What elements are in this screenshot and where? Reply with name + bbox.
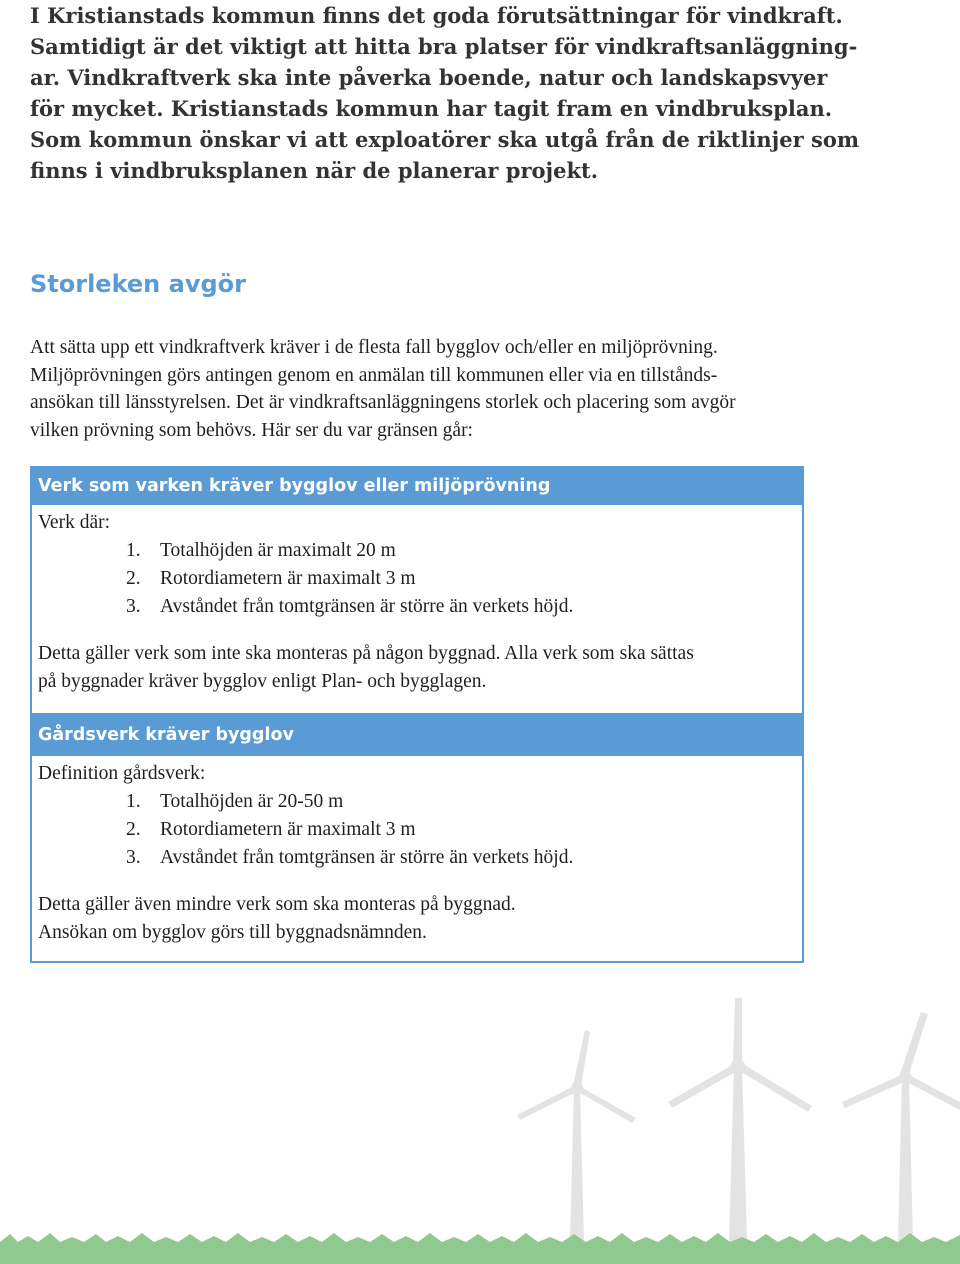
section-title: Storleken avgör [30, 270, 246, 298]
list-item [38, 844, 796, 872]
body-line: Miljöprövningen görs antingen genom en anmälan till kommunen eller via en tillstånds- [30, 364, 718, 386]
body-line: ansökan till länsstyrelsen. Det är vindkraftsanläggningens storlek och placering som avgör [30, 392, 736, 413]
info-box-farm-turbine [30, 713, 804, 963]
box-lead: Definition gårdsverk: [38, 763, 206, 784]
list-item [38, 565, 796, 593]
note-line: Ansökan om bygglov görs till byggnadsnämnden. [38, 922, 427, 943]
box-lead: Verk där: [38, 512, 111, 533]
list-number: 1. [126, 791, 141, 812]
list-text: Avståndet från tomtgränsen är större än verkets höjd. [160, 596, 574, 617]
box-body [32, 756, 802, 947]
list-text: Rotordiametern är maximalt 3 m [160, 819, 416, 840]
wind-turbines-illustration [0, 990, 960, 1264]
list-number: 2. [126, 568, 141, 589]
list-text: Totalhöjden är 20-50 m [160, 791, 344, 812]
wind-turbine-icon [668, 998, 812, 1242]
intro-line: Samtidigt är det viktigt att hitta bra platser för vindkraftsanläggning- [30, 34, 858, 59]
body-line: Att sätta upp ett vindkraftverk kräver i de flesta fall bygglov och/eller en miljöprövning. [30, 337, 718, 358]
wind-turbine-icon [517, 1030, 636, 1240]
info-box-no-permit [30, 466, 804, 714]
list-number: 2. [126, 819, 141, 840]
list-item [38, 788, 796, 816]
list-text: Totalhöjden är maximalt 20 m [160, 540, 396, 561]
section-body [30, 334, 920, 444]
intro-line: finns i vindbruksplanen när de planerar projekt. [30, 158, 599, 183]
list-number: 3. [126, 596, 141, 617]
note-line: Detta gäller verk som inte ska monteras på någon byggnad. Alla verk som ska sättas [38, 643, 694, 664]
list-text: Avståndet från tomtgränsen är större än verkets höjd. [160, 847, 574, 868]
criteria-list [38, 788, 796, 872]
note-line: på byggnader kräver bygglov enligt Plan- och bygglagen. [38, 671, 487, 692]
box-header: Verk som varken kräver bygglov eller miljöprövning [32, 468, 802, 505]
list-number: 3. [126, 847, 141, 868]
grass-strip [0, 1233, 960, 1264]
wind-turbine-icon [842, 1012, 960, 1242]
list-text: Rotordiametern är maximalt 3 m [160, 568, 416, 589]
list-number: 1. [126, 540, 141, 561]
intro-paragraph [30, 0, 940, 186]
box-header: Gårdsverk kräver bygglov [32, 715, 802, 756]
box-note [38, 891, 796, 947]
list-item [38, 537, 796, 565]
intro-line: för mycket. Kristianstads kommun har tagit fram en vindbruksplan. [30, 96, 833, 121]
intro-line: Som kommun önskar vi att exploatörer ska utgå från de riktlinjer som [30, 127, 860, 152]
box-body [32, 505, 802, 696]
intro-line: I Kristianstads kommun finns det goda förutsättningar för vindkraft. [30, 3, 843, 28]
intro-line: ar. Vindkraftverk ska inte påverka boende, natur och landskapsvyer [30, 65, 828, 90]
body-line: vilken prövning som behövs. Här ser du var gränsen går: [30, 419, 473, 441]
box-note [38, 640, 796, 696]
criteria-list [38, 537, 796, 621]
list-item [38, 816, 796, 844]
list-item [38, 593, 796, 621]
note-line: Detta gäller även mindre verk som ska monteras på byggnad. [38, 894, 516, 915]
